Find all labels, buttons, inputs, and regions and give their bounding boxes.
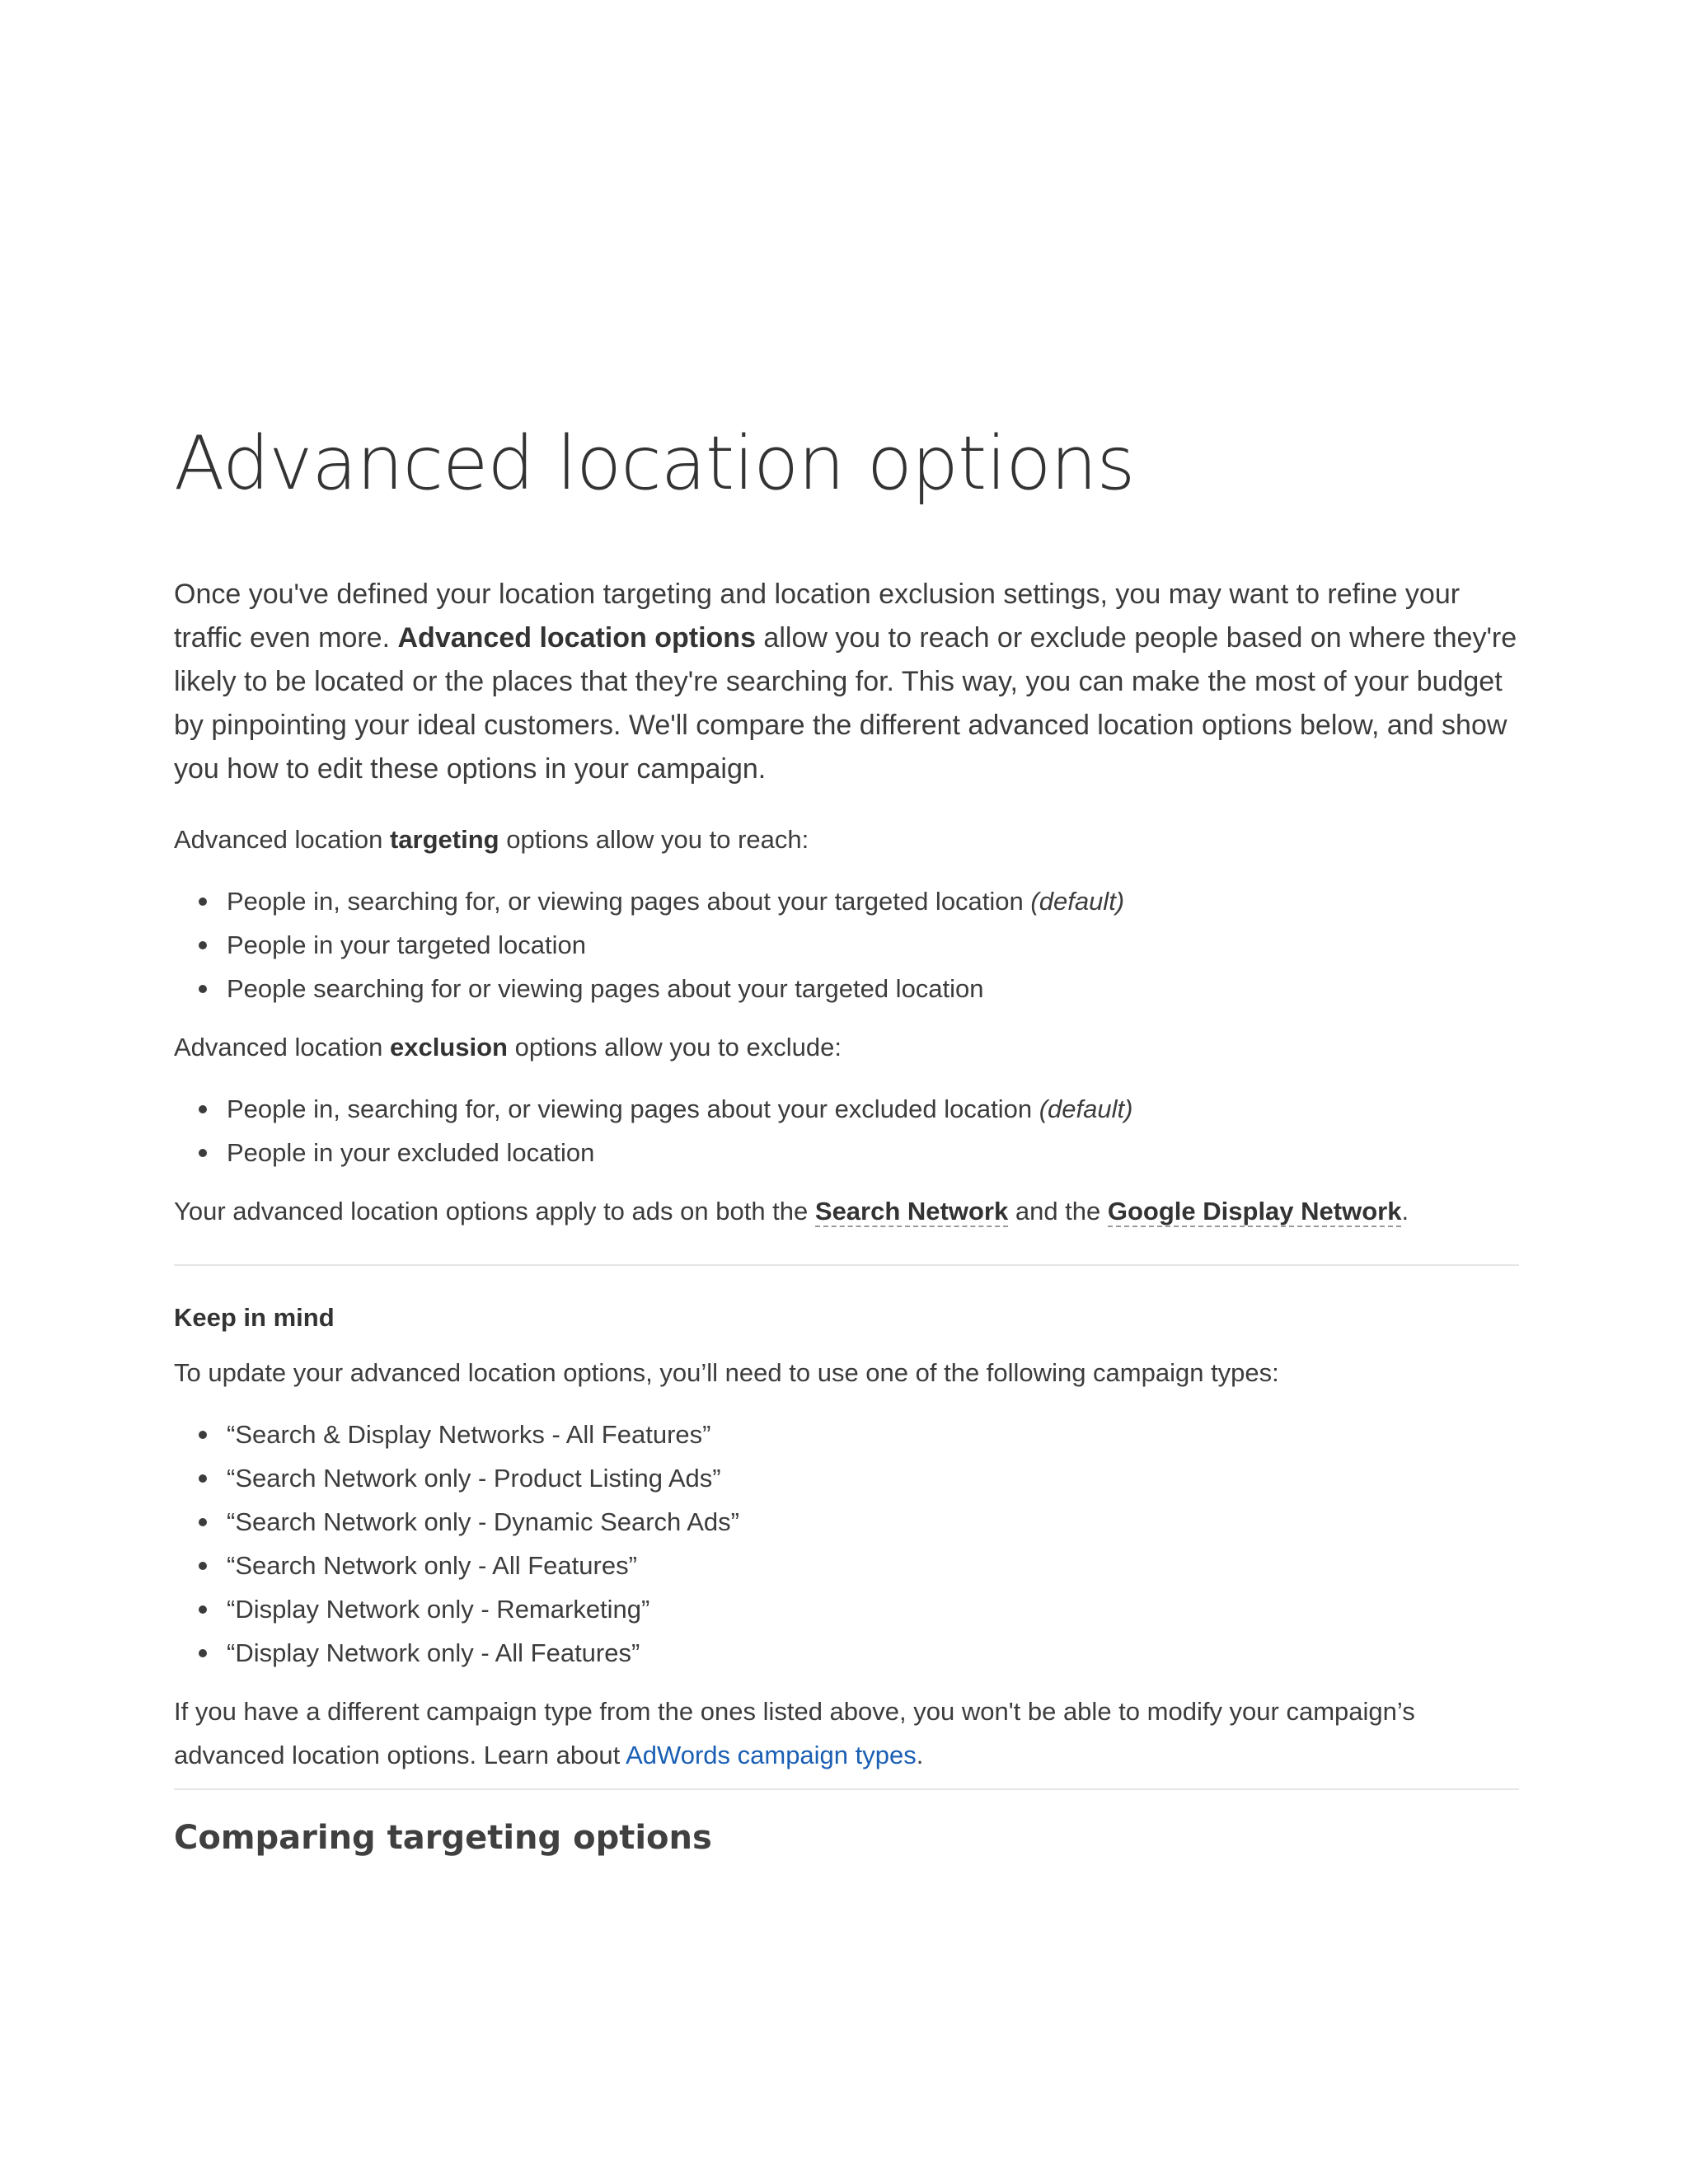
bullet-icon bbox=[199, 985, 207, 993]
networks-prefix: Your advanced location options apply to ads on both the bbox=[174, 1197, 815, 1226]
display-network-term[interactable]: Google Display Network bbox=[1107, 1197, 1402, 1226]
bullet-icon bbox=[199, 1149, 207, 1157]
list-item-text: “Search Network only - All Features” bbox=[227, 1551, 637, 1580]
outro-suffix: . bbox=[916, 1741, 924, 1769]
bullet-icon bbox=[199, 1474, 207, 1483]
list-item-text: People in, searching for, or viewing pages about your targeted location bbox=[227, 887, 1031, 916]
list-item bbox=[227, 1544, 1519, 1587]
keep-in-mind-callout bbox=[174, 1296, 1519, 1777]
list-item bbox=[227, 1500, 1519, 1544]
list-item bbox=[227, 1587, 1519, 1631]
list-item-text: “Display Network only - All Features” bbox=[227, 1638, 640, 1667]
list-item bbox=[227, 1131, 1519, 1174]
intro-bold-term: Advanced location options bbox=[397, 622, 756, 654]
exclusion-list bbox=[174, 1087, 1519, 1174]
list-item-text: People in your excluded location bbox=[227, 1138, 595, 1167]
networks-suffix: . bbox=[1401, 1197, 1409, 1226]
targeting-prefix: Advanced location bbox=[174, 825, 390, 854]
list-item-text: “Search & Display Networks - All Features” bbox=[227, 1420, 711, 1449]
bullet-icon bbox=[199, 898, 207, 906]
intro-text-start: Once you've defined your location targeting and location exclusion settings, you may want to refine your traffic even more. bbox=[174, 579, 1461, 654]
divider bbox=[174, 1264, 1519, 1266]
keep-in-mind-outro bbox=[174, 1690, 1519, 1777]
networks-middle: and the bbox=[1008, 1197, 1108, 1226]
search-network-term[interactable]: Search Network bbox=[814, 1197, 1009, 1226]
bullet-icon bbox=[199, 1105, 207, 1113]
default-note: (default) bbox=[1030, 887, 1125, 916]
bullet-icon bbox=[199, 1649, 207, 1657]
list-item-text: “Search Network only - Dynamic Search Ads” bbox=[227, 1507, 739, 1536]
exclusion-intro bbox=[174, 1025, 1519, 1069]
campaign-types-list bbox=[174, 1413, 1519, 1675]
bullet-icon bbox=[199, 1431, 207, 1439]
default-note: (default) bbox=[1039, 1094, 1133, 1123]
article bbox=[174, 412, 1519, 1863]
list-item-text: “Display Network only - Remarketing” bbox=[227, 1595, 650, 1624]
intro-paragraph bbox=[174, 573, 1519, 791]
keep-in-mind-heading: Keep in mind bbox=[174, 1303, 335, 1332]
bullet-icon bbox=[199, 1518, 207, 1526]
divider bbox=[174, 1788, 1519, 1790]
list-item-text: People searching for or viewing pages about your targeted location bbox=[227, 974, 984, 1003]
exclusion-bold: exclusion bbox=[389, 1033, 508, 1062]
exclusion-prefix: Advanced location bbox=[174, 1033, 390, 1062]
targeting-list bbox=[174, 879, 1519, 1010]
keep-in-mind-intro: To update your advanced location options, you’ll need to use one of the following campaign types: bbox=[174, 1358, 1279, 1387]
targeting-bold: targeting bbox=[389, 825, 499, 854]
list-item bbox=[227, 967, 1519, 1010]
list-item bbox=[227, 1087, 1519, 1131]
list-item bbox=[227, 923, 1519, 967]
list-item bbox=[227, 1456, 1519, 1500]
bullet-icon bbox=[199, 1605, 207, 1614]
section-heading: Comparing targeting options bbox=[174, 1819, 712, 1857]
targeting-suffix: options allow you to reach: bbox=[499, 825, 809, 854]
list-item bbox=[227, 879, 1519, 923]
list-item-text: People in your targeted location bbox=[227, 930, 587, 959]
list-item bbox=[227, 1413, 1519, 1456]
outro-text: If you have a different campaign type from the ones listed above, you won't be able to modify your campaign’s advanced location options. Learn about bbox=[174, 1697, 1415, 1769]
list-item bbox=[227, 1631, 1519, 1675]
list-item-text: “Search Network only - Product Listing Ads” bbox=[227, 1464, 721, 1493]
bullet-icon bbox=[199, 941, 207, 949]
intro-text-end: allow you to reach or exclude people based on where they're likely to be located or the places that they're searching for. This way, you can make the most of your budget by pinpointing your ideal customers. We'll compare the different advanced location options below, and show you how to edit these options in your campaign. bbox=[174, 622, 1517, 785]
page-title: Advanced location options bbox=[174, 420, 1135, 507]
bullet-icon bbox=[199, 1562, 207, 1570]
exclusion-suffix: options allow you to exclude: bbox=[507, 1033, 842, 1062]
networks-paragraph bbox=[174, 1189, 1519, 1233]
list-item-text: People in, searching for, or viewing pages about your excluded location bbox=[227, 1094, 1039, 1123]
targeting-intro bbox=[174, 818, 1519, 861]
adwords-campaign-types-link[interactable]: AdWords campaign types bbox=[626, 1741, 917, 1769]
